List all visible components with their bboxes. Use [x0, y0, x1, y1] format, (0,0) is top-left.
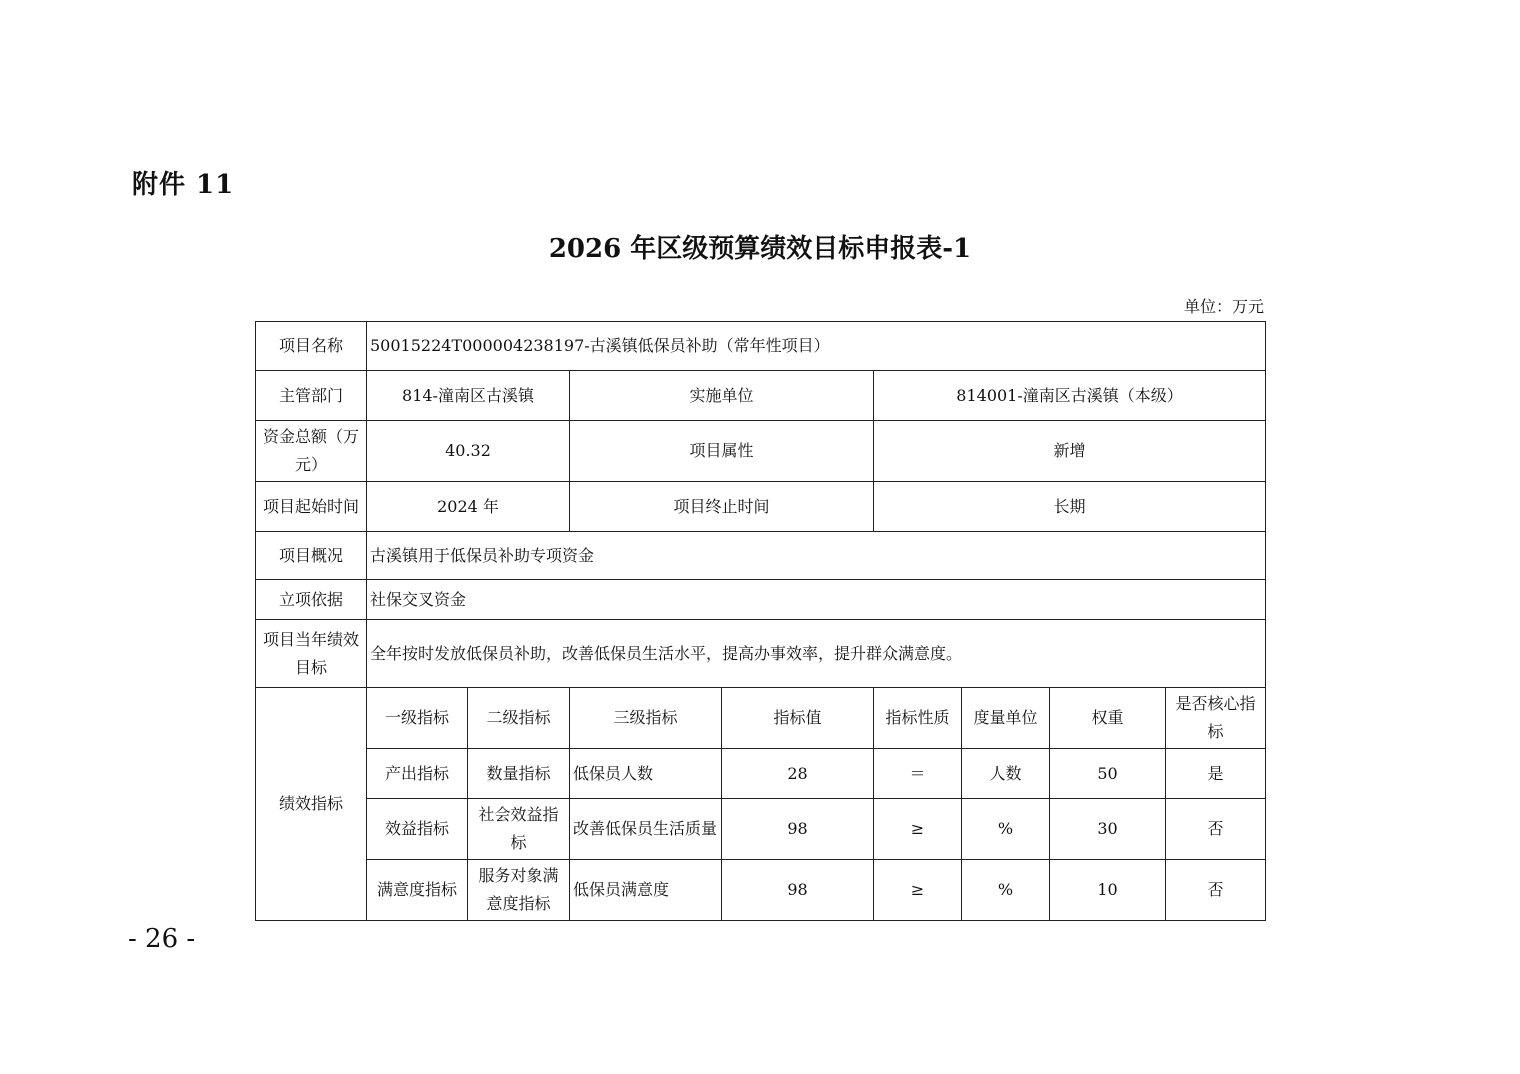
overview-value: 古溪镇用于低保员补助专项资金	[367, 532, 1266, 580]
dept-label: 主管部门	[256, 371, 367, 421]
impl-label: 实施单位	[570, 371, 874, 421]
performance-target-form	[255, 321, 1266, 921]
indicator-core: 否	[1166, 799, 1266, 860]
indicator-label: 绩效指标	[256, 688, 367, 921]
indicator-core: 否	[1166, 860, 1266, 921]
start-label: 项目起始时间	[256, 482, 367, 532]
indicator-weight: 50	[1050, 749, 1166, 799]
indicator-value: 28	[722, 749, 874, 799]
document-title: 2026 年区级预算绩效目标申报表-1	[548, 234, 972, 264]
start-value: 2024 年	[367, 482, 570, 532]
row-period	[256, 482, 1266, 532]
indicator-row	[256, 860, 1266, 921]
header-value: 指标值	[722, 688, 874, 749]
indicator-unit: %	[962, 860, 1050, 921]
indicator-level2: 数量指标	[468, 749, 570, 799]
indicator-header-row	[256, 688, 1266, 749]
fund-value: 40.32	[367, 421, 570, 482]
header-nature: 指标性质	[874, 688, 962, 749]
indicator-row	[256, 799, 1266, 860]
end-value: 长期	[874, 482, 1266, 532]
row-department	[256, 371, 1266, 421]
page-number: - 26 -	[128, 924, 196, 954]
end-label: 项目终止时间	[570, 482, 874, 532]
indicator-level3: 低保员人数	[570, 749, 722, 799]
indicator-value: 98	[722, 860, 874, 921]
indicator-level3: 低保员满意度	[570, 860, 722, 921]
indicator-unit: 人数	[962, 749, 1050, 799]
goal-value: 全年按时发放低保员补助，改善低保员生活水平，提高办事效率，提升群众满意度。	[367, 620, 1266, 688]
row-goal	[256, 620, 1266, 688]
header-core: 是否核心指标	[1166, 688, 1266, 749]
overview-label: 项目概况	[256, 532, 367, 580]
unit-label: 单位：万元	[1183, 297, 1264, 316]
indicator-nature: ≥	[874, 860, 962, 921]
indicator-value: 98	[722, 799, 874, 860]
indicator-row	[256, 749, 1266, 799]
indicator-core: 是	[1166, 749, 1266, 799]
indicator-nature: ＝	[874, 749, 962, 799]
header-weight: 权重	[1050, 688, 1166, 749]
indicator-level2: 社会效益指标	[468, 799, 570, 860]
attr-label: 项目属性	[570, 421, 874, 482]
basis-label: 立项依据	[256, 580, 367, 620]
indicator-level2: 服务对象满意度指标	[468, 860, 570, 921]
basis-value: 社保交叉资金	[367, 580, 1266, 620]
row-fund	[256, 421, 1266, 482]
fund-label: 资金总额（万元）	[256, 421, 367, 482]
goal-label: 项目当年绩效目标	[256, 620, 367, 688]
indicator-level1: 满意度指标	[367, 860, 468, 921]
indicator-weight: 30	[1050, 799, 1166, 860]
header-level1: 一级指标	[367, 688, 468, 749]
indicator-unit: %	[962, 799, 1050, 860]
indicator-level3: 改善低保员生活质量	[570, 799, 722, 860]
indicator-level1: 效益指标	[367, 799, 468, 860]
project-name-label: 项目名称	[256, 322, 367, 371]
indicator-level1: 产出指标	[367, 749, 468, 799]
row-basis	[256, 580, 1266, 620]
indicator-nature: ≥	[874, 799, 962, 860]
indicator-weight: 10	[1050, 860, 1166, 921]
header-unit: 度量单位	[962, 688, 1050, 749]
project-name-value: 50015224T000004238197-古溪镇低保员补助（常年性项目）	[367, 322, 1266, 371]
header-level2: 二级指标	[468, 688, 570, 749]
attr-value: 新增	[874, 421, 1266, 482]
attachment-label: 附件 11	[132, 170, 235, 200]
dept-value: 814-潼南区古溪镇	[367, 371, 570, 421]
header-level3: 三级指标	[570, 688, 722, 749]
row-overview	[256, 532, 1266, 580]
row-project-name	[256, 322, 1266, 371]
impl-value: 814001-潼南区古溪镇（本级）	[874, 371, 1266, 421]
